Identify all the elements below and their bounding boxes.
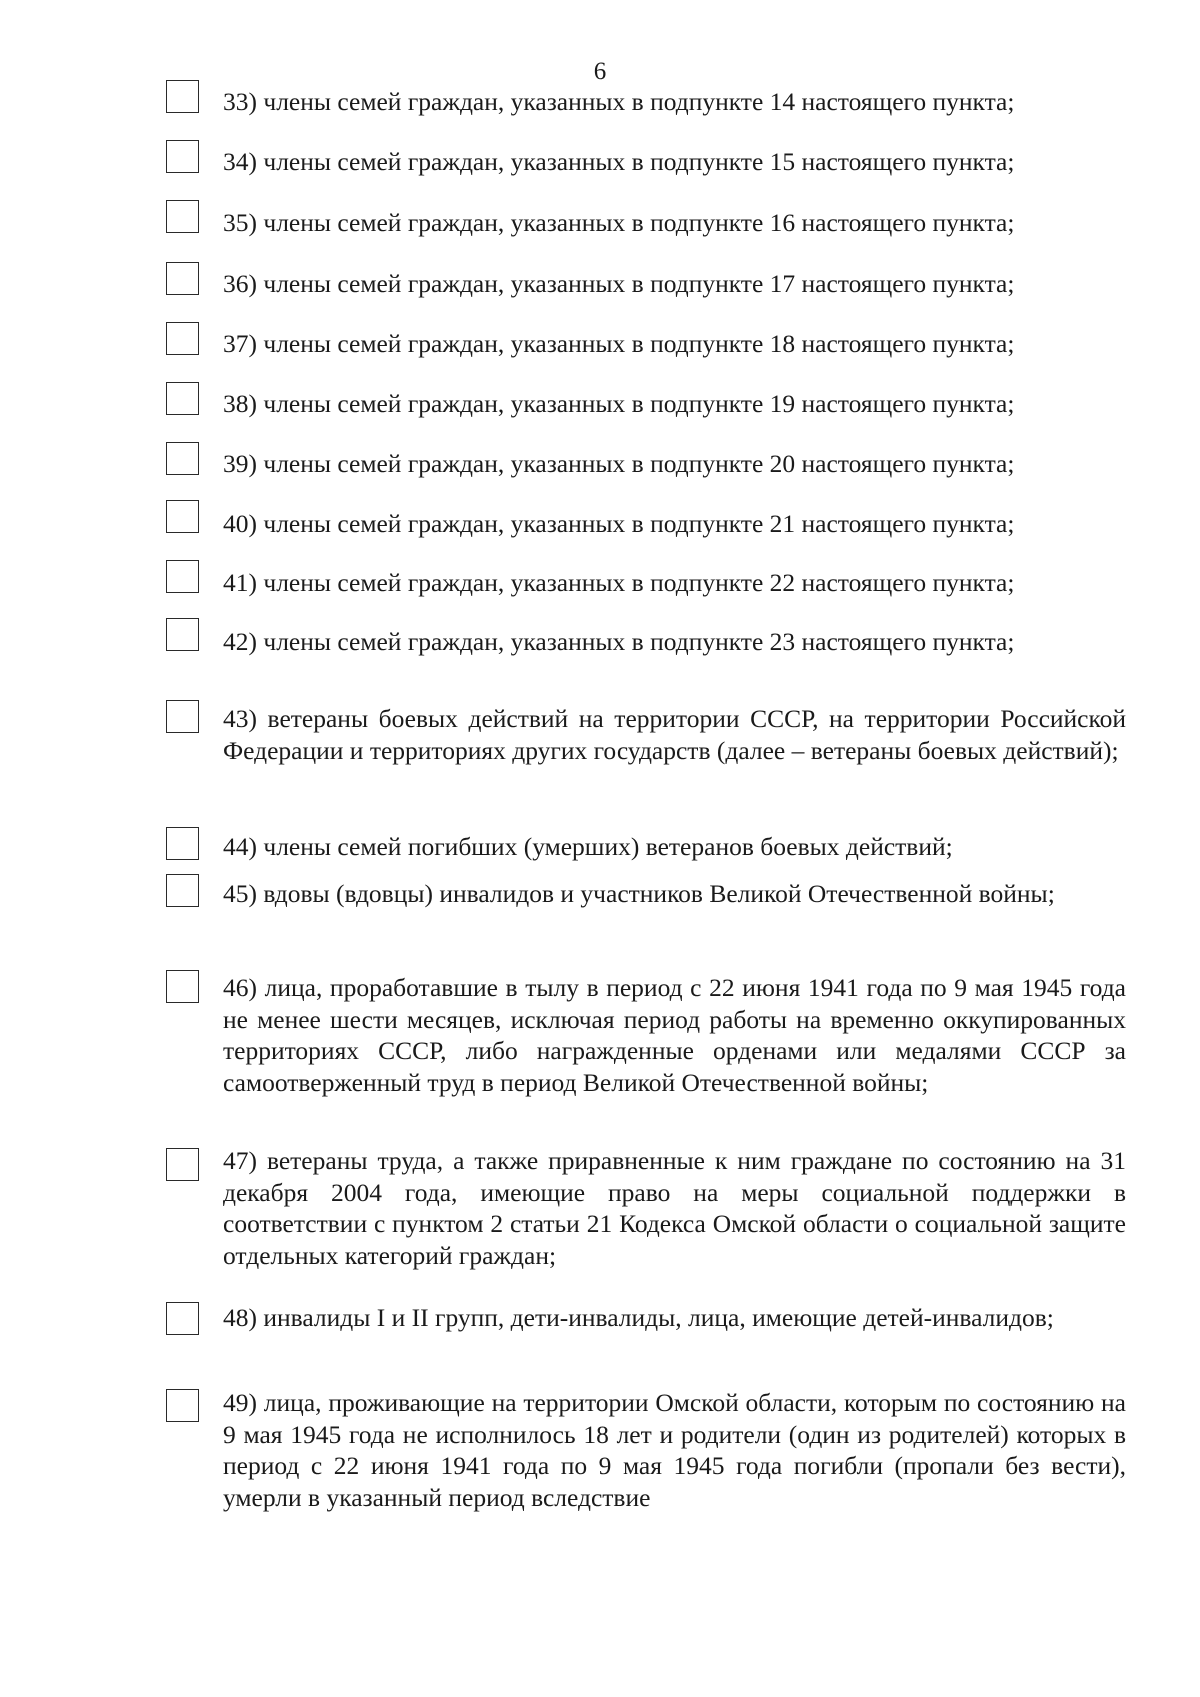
checkbox-item-34[interactable] xyxy=(166,140,199,173)
checkbox-item-40[interactable] xyxy=(166,500,199,533)
item-text-45: 45) вдовы (вдовцы) инвалидов и участников Великой Отечественной войны; xyxy=(223,879,1055,908)
checkbox-item-36[interactable] xyxy=(166,262,199,295)
item-text-33: 33) члены семей граждан, указанных в подпункте 14 настоящего пункта; xyxy=(223,87,1015,116)
checkbox-item-48[interactable] xyxy=(166,1302,199,1335)
item-text-35: 35) члены семей граждан, указанных в подпункте 16 настоящего пункта; xyxy=(223,208,1015,237)
page-number: 6 xyxy=(593,58,607,85)
item-text-46: 46) лица, проработавшие в тылу в период с 22 июня 1941 года по 9 мая 1945 года не менее шести месяцев, исключая период работы на временно оккупированных территориях СССР, либо награжденные орденами или медалями СССР за самоотверженный труд в период Великой Отечественной войны; xyxy=(223,973,1126,1097)
checkbox-item-35[interactable] xyxy=(166,200,199,233)
checkbox-item-43[interactable] xyxy=(166,700,199,733)
checkbox-item-45[interactable] xyxy=(166,874,199,907)
checkbox-item-38[interactable] xyxy=(166,382,199,415)
item-text-47: 47) ветераны труда, а также приравненные к ним граждане по состоянию на 31 декабря 2004 года, имеющие право на меры социальной поддержки в соответствии с пунктом 2 статьи 21 Кодекса Омской области о социальной защите отдельных категорий граждан; xyxy=(223,1146,1126,1270)
item-text-43: 43) ветераны боевых действий на территории СССР, на территории Российской Федерации и территориях других государств (далее – ветераны боевых действий); xyxy=(223,704,1126,765)
checkbox-item-47[interactable] xyxy=(166,1148,199,1181)
item-text-41: 41) члены семей граждан, указанных в подпункте 22 настоящего пункта; xyxy=(223,568,1015,597)
item-text-40: 40) члены семей граждан, указанных в подпункте 21 настоящего пункта; xyxy=(223,509,1015,538)
checkbox-item-37[interactable] xyxy=(166,322,199,355)
checkbox-item-44[interactable] xyxy=(166,827,199,860)
item-text-38: 38) члены семей граждан, указанных в подпункте 19 настоящего пункта; xyxy=(223,389,1015,418)
checkbox-item-39[interactable] xyxy=(166,442,199,475)
item-text-39: 39) члены семей граждан, указанных в подпункте 20 настоящего пункта; xyxy=(223,449,1015,478)
checkbox-item-42[interactable] xyxy=(166,618,199,651)
checkbox-item-33[interactable] xyxy=(166,80,199,113)
item-text-48: 48) инвалиды I и II групп, дети-инвалиды, лица, имеющие детей-инвалидов; xyxy=(223,1303,1054,1332)
item-text-34: 34) члены семей граждан, указанных в подпункте 15 настоящего пункта; xyxy=(223,147,1015,176)
checkbox-item-46[interactable] xyxy=(166,970,199,1003)
checkbox-item-41[interactable] xyxy=(166,560,199,593)
item-text-36: 36) члены семей граждан, указанных в подпункте 17 настоящего пункта; xyxy=(223,269,1015,298)
checkbox-item-49[interactable] xyxy=(166,1389,199,1422)
item-text-42: 42) члены семей граждан, указанных в подпункте 23 настоящего пункта; xyxy=(223,627,1015,656)
item-text-49: 49) лица, проживающие на территории Омской области, которым по состоянию на 9 мая 1945 года не исполнилось 18 лет и родители (один из родителей) которых в период с 22 июня 1941 года по 9 мая 1945 года погибли (пропали без вести), умерли в указанный период вследствие xyxy=(223,1388,1126,1512)
item-text-44: 44) члены семей погибших (умерших) ветеранов боевых действий; xyxy=(223,832,953,861)
item-text-37: 37) члены семей граждан, указанных в подпункте 18 настоящего пункта; xyxy=(223,329,1015,358)
